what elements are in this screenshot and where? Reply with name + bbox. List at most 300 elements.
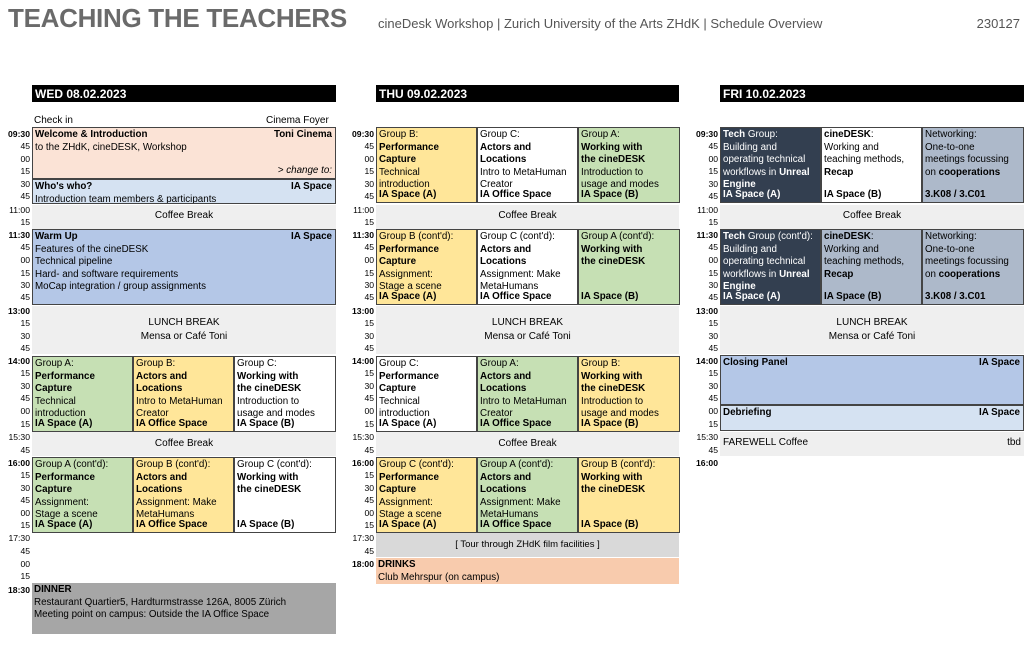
time-label: 45 [364,445,374,455]
wed-welcome-block [32,127,336,179]
time-label: 15 [708,217,718,227]
time-label: 45 [364,141,374,151]
group-topic: Working with [581,370,643,382]
group-detail: Assignment: [379,496,433,508]
session-line [824,167,919,180]
group-detail: MetaHumans [480,281,539,293]
time-label: 15 [364,470,374,480]
group-detail: MetaHumans [136,509,195,521]
fri-session-block [821,229,922,305]
group-name: Group A: [480,358,519,369]
time-label: 09:30 [8,129,30,139]
wed-group-block [133,356,234,432]
session-keyword: Unreal [779,166,810,178]
lunch-label: LUNCH BREAK [836,317,908,328]
group-detail: Assignment: Make [480,496,561,508]
group-name: Group C (cont'd): [237,459,312,470]
time-label: 00 [20,559,30,569]
time-label: 15 [20,268,30,278]
group-topic: Actors and [480,471,532,483]
group-name: Group A (cont'd): [480,459,554,470]
thu-group-block [578,457,680,533]
group-topic: the cineDESK [581,484,646,496]
group-room: IA Office Space [136,519,208,531]
time-label: 15 [708,318,718,328]
time-label: 45 [708,141,718,151]
time-label: 11:00 [9,205,30,215]
thu-group-block [477,356,578,432]
group-topic: Capture [35,484,73,496]
group-topic: the cineDESK [237,484,302,496]
time-label: 17:30 [8,533,30,543]
session-line: meetings focussing [925,154,1009,166]
wed-warmup-line: Features of the cineDESK [35,243,149,255]
group-name: Group A: [35,358,74,369]
group-topic: Actors and [480,370,532,382]
group-name: Group C: [379,358,419,369]
group-topic: Actors and [480,141,532,153]
group-topic: Working with [237,471,299,483]
session-line: on [925,166,939,178]
page-title: TEACHING THE TEACHERS [8,3,347,33]
time-label: 15 [20,166,30,176]
time-label: 45 [364,495,374,505]
time-label: 11:00 [353,205,374,215]
session-line [723,167,818,180]
time-label: 30 [708,331,718,341]
time-label: 45 [20,191,30,201]
session-room: IA Space (A) [723,189,781,201]
group-room: IA Space (B) [581,418,639,430]
group-topic: the cineDESK [581,383,646,395]
fri-debriefing-block [720,405,1024,431]
group-name: Group B: [581,358,621,369]
group-topic: Locations [480,383,527,395]
session-name: Tech [723,231,746,242]
group-topic: Performance [379,370,439,382]
group-detail: MetaHumans [480,509,539,521]
group-room: IA Space (A) [379,291,437,303]
session-name-suffix: Group (cont'd): [745,231,813,242]
group-topic: Actors and [136,370,188,382]
session-line: Working and [824,243,879,255]
session-line: Engine [723,281,756,293]
session-room: IA Space (B) [824,291,882,303]
document-code: 230127 [976,16,1020,31]
group-detail: Technical [35,395,76,407]
time-label: 09:30 [352,129,374,139]
group-name: Group B (cont'd): [379,231,454,242]
group-detail: Creator [480,408,513,420]
fri-session-block [821,127,922,203]
wed-welcome-title: Welcome & Introduction [35,129,148,140]
time-label: 18:00 [352,559,374,569]
dinner-title: DINNER [34,584,72,595]
session-name-suffix: Group: [745,129,778,140]
time-label: 30 [708,280,718,290]
session-line: One-to-one [925,141,975,153]
lunch-label: LUNCH BREAK [491,317,564,328]
group-detail: introduction [379,408,430,420]
thu-group-block [477,229,578,305]
time-label: 00 [364,255,374,265]
session-line: teaching methods, [824,154,905,166]
wed-warmup-line: Technical pipeline [35,256,113,268]
drinks-title: DRINKS [378,559,416,570]
group-topic: Working with [581,141,643,153]
group-detail: Intro to MetaHuman [480,166,567,178]
session-keyword: cooperations [938,166,1001,178]
group-room: IA Space (B) [581,189,639,201]
group-room: IA Space (B) [581,519,639,531]
time-label: 13:00 [8,306,30,316]
time-label: 15 [20,318,30,328]
time-label: 00 [20,508,30,518]
thu-coffee-break-1: Coffee Break [376,205,679,229]
time-label: 15 [364,268,374,278]
time-label: 14:00 [352,356,374,366]
session-line: Engine [723,179,756,191]
group-name: Group A (cont'd): [581,231,655,242]
session-line [824,129,919,142]
time-label: 45 [364,191,374,201]
wed-group-block [32,457,133,533]
session-room: 3.K08 / 3.C01 [925,189,986,201]
time-label: 45 [20,495,30,505]
time-label: 45 [20,141,30,151]
session-line: meetings focussing [925,256,1009,268]
checkin-place: Cinema Foyer [266,115,329,126]
time-label: 15 [20,368,30,378]
time-label: 45 [364,292,374,302]
checkin-label: Check in [34,115,73,126]
session-line: workflows in [723,268,780,280]
time-label: 45 [364,242,374,252]
wed-whoswho-title: Who's who? [35,181,93,192]
time-label: 14:00 [696,356,718,366]
group-detail: Stage a scene [379,509,442,521]
closing-title: Closing Panel [723,357,788,368]
time-label: 45 [364,393,374,403]
session-room: 3.K08 / 3.C01 [925,291,986,303]
time-label: 13:00 [352,306,374,316]
session-line: operating technical [723,154,806,166]
time-label: 00 [708,406,718,416]
wed-welcome-sub: to the ZHdK, cineDESK, Workshop [35,141,187,153]
group-topic: Capture [379,154,417,166]
wed-group-block [234,356,336,432]
session-line [925,269,1021,282]
session-name: Tech [723,129,746,140]
drinks-place: Club Mehrspur (on campus) [378,571,500,583]
time-label: 16:00 [352,458,374,468]
wed-coffee-break-1: Coffee Break [32,205,336,229]
group-room: IA Space (A) [379,189,437,201]
wed-group-block [234,457,336,533]
debrief-title: Debriefing [723,407,772,418]
time-label: 16:00 [696,458,718,468]
wed-whoswho-sub: Introduction team members & participants [35,193,217,204]
session-line [925,129,1021,142]
group-topic: Actors and [480,243,532,255]
thu-lunch-break [376,306,679,354]
fri-session-block [922,127,1024,203]
group-topic: Performance [35,471,95,483]
wed-whoswho-block [32,179,336,204]
lunch-label: LUNCH BREAK [148,317,220,328]
group-topic: Locations [136,484,183,496]
group-detail: Stage a scene [379,281,442,293]
time-label: 45 [364,546,374,556]
wed-warmup-line: Hard- and software requirements [35,268,179,280]
session-name-suffix: : [870,129,874,140]
group-topic: Performance [35,370,95,382]
farewell-place: tbd [1007,437,1021,448]
group-detail: Assignment: Make [480,268,561,280]
wed-welcome-change: > change to: [277,165,332,177]
time-label: 30 [20,483,30,493]
time-label: 45 [20,242,30,252]
group-detail: Intro to MetaHuman [480,395,567,407]
fri-lunch-break [720,306,1024,354]
time-label: 15 [364,520,374,530]
dinner-address: Restaurant Quartier5, Hardturmstrasse 126A, 8005 Zürich [34,596,287,608]
thu-group-block [578,229,680,305]
group-name: Group A: [581,129,620,140]
session-name: Networking: [925,231,977,242]
thu-group-block [376,457,477,533]
time-label: 30 [364,483,374,493]
group-room: IA Space (B) [237,418,295,430]
time-label: 30 [20,280,30,290]
session-line: Building and [723,141,777,153]
debrief-place: IA Space [978,407,1020,418]
group-topic: Performance [379,243,439,255]
group-topic: Working with [581,243,643,255]
thu-tour-block: [ Tour through ZHdK film facilities ] [376,533,679,557]
group-detail: usage and modes [581,179,659,191]
time-label: 30 [364,179,374,189]
session-line: Working and [824,141,879,153]
group-detail: Assignment: Make [136,496,217,508]
fri-session-block [720,127,821,203]
session-room: IA Space (B) [824,189,882,201]
session-name: Networking: [925,129,977,140]
time-label: 13:00 [696,306,718,316]
time-label: 14:00 [8,356,30,366]
time-label: 30 [364,381,374,391]
time-label: 15 [364,419,374,429]
session-line: One-to-one [925,243,975,255]
group-detail: Technical [379,395,420,407]
time-label: 45 [20,445,30,455]
session-line [723,269,818,282]
day-header-fri: FRI 10.02.2023 [720,85,1024,102]
session-line: teaching methods, [824,256,905,268]
wed-whoswho-place: IA Space [290,181,332,192]
time-label: 15 [20,571,30,581]
group-name: Group C: [237,358,277,369]
thu-group-block [376,356,477,432]
group-name: Group B: [136,358,176,369]
group-name: Group C (cont'd): [480,231,555,242]
group-detail: introduction [35,408,86,420]
time-label: 15 [364,166,374,176]
time-label: 11:30 [352,230,374,240]
session-line: workflows in [723,166,780,178]
time-label: 45 [708,292,718,302]
group-name: Group C: [480,129,520,140]
lunch-place: Mensa or Café Toni [828,331,916,342]
group-detail: usage and modes [237,408,315,420]
time-label: 30 [364,280,374,290]
group-detail: Assignment: [35,496,89,508]
group-topic: Capture [379,484,417,496]
thu-group-block [578,356,680,432]
time-label: 45 [708,445,718,455]
group-detail: introduction [379,179,430,191]
thu-group-block [477,457,578,533]
time-label: 11:00 [697,205,718,215]
session-line [925,231,1021,244]
time-label: 30 [20,331,30,341]
time-label: 45 [20,292,30,302]
group-topic: Capture [379,256,417,268]
thu-drinks-block [376,558,679,584]
fri-session-block [922,229,1024,305]
time-label: 45 [708,343,718,353]
time-label: 15:30 [696,432,718,442]
time-label: 15 [708,419,718,429]
group-topic: Capture [379,383,417,395]
group-room: IA Office Space [480,519,552,531]
group-detail: Creator [136,408,169,420]
group-room: IA Space (B) [237,519,295,531]
group-topic: the cineDESK [581,154,646,166]
group-name: Group B (cont'd): [136,459,211,470]
fri-session-block [720,229,821,305]
time-label: 15 [708,166,718,176]
group-topic: Performance [379,141,439,153]
session-line: Recap [824,166,854,178]
closing-place: IA Space [978,357,1020,368]
wed-welcome-place: Toni Cinema [273,129,332,140]
time-label: 16:00 [8,458,30,468]
group-name: Group C (cont'd): [379,459,454,470]
group-name: Group B (cont'd): [581,459,656,470]
wed-warmup-place: IA Space [290,231,332,242]
time-label: 15 [708,368,718,378]
time-label: 15 [20,419,30,429]
group-detail: Introduction to [581,166,644,178]
group-topic: Working with [581,471,643,483]
group-room: IA Office Space [480,291,552,303]
group-topic: Locations [136,383,183,395]
day-header-wed: WED 08.02.2023 [32,85,336,102]
session-line [824,231,919,244]
group-room: IA Office Space [480,189,552,201]
wed-dinner-block [32,583,336,634]
wed-coffee-break-2: Coffee Break [32,432,336,456]
group-topic: the cineDESK [581,256,646,268]
group-topic: the cineDESK [237,383,302,395]
session-name: cineDESK [824,231,871,242]
time-label: 45 [708,242,718,252]
group-room: IA Office Space [136,418,208,430]
time-label: 11:30 [8,230,30,240]
time-label: 45 [20,393,30,403]
session-name-suffix: : [870,231,874,242]
page-subtitle: cineDesk Workshop | Zurich University of the Arts ZHdK | Schedule Overview [378,16,823,31]
session-line [723,129,818,142]
session-line: operating technical [723,256,806,268]
thu-coffee-break-2: Coffee Break [376,432,679,456]
group-detail: Introduction to [581,395,644,407]
time-label: 15 [20,520,30,530]
time-label: 30 [20,179,30,189]
time-label: 15 [20,470,30,480]
time-label: 15 [364,368,374,378]
time-label: 30 [364,331,374,341]
time-label: 45 [708,393,718,403]
time-label: 15 [364,217,374,227]
group-topic: Locations [480,484,527,496]
session-keyword: Unreal [779,268,810,280]
day-header-thu: THU 09.02.2023 [376,85,679,102]
session-line [723,231,818,244]
group-room: IA Office Space [480,418,552,430]
wed-group-block [32,356,133,432]
time-label: 17:30 [352,533,374,543]
time-label: 15 [364,318,374,328]
wed-warmup-title: Warm Up [35,231,78,242]
group-room: IA Space (B) [581,291,639,303]
wed-group-block [133,457,234,533]
group-room: IA Space (A) [35,418,93,430]
group-detail: usage and modes [581,408,659,420]
time-label: 18:30 [8,585,30,595]
group-topic: Performance [379,471,439,483]
fri-closing-panel-block [720,355,1024,405]
group-name: Group B: [379,129,419,140]
group-topic: Locations [480,154,527,166]
time-label: 45 [20,546,30,556]
group-name: Group A (cont'd): [35,459,109,470]
thu-group-block [376,127,477,203]
time-label: 15:30 [8,432,30,442]
time-label: 15 [708,268,718,278]
time-label: 45 [708,191,718,201]
time-label: 00 [20,154,30,164]
time-label: 00 [364,406,374,416]
session-name: cineDESK [824,129,871,140]
group-detail: Assignment: [379,268,433,280]
session-line [824,269,919,282]
group-detail: Technical [379,166,420,178]
lunch-place: Mensa or Café Toni [140,331,228,342]
group-detail: Stage a scene [35,509,98,521]
session-line: Recap [824,268,854,280]
wed-warmup-block [32,229,336,305]
time-label: 00 [708,255,718,265]
session-keyword: cooperations [938,268,1001,280]
session-line: on [925,268,939,280]
time-label: 00 [708,154,718,164]
time-label: 00 [20,406,30,416]
time-label: 11:30 [696,230,718,240]
session-line: Building and [723,243,777,255]
group-detail: Intro to MetaHuman [136,395,223,407]
